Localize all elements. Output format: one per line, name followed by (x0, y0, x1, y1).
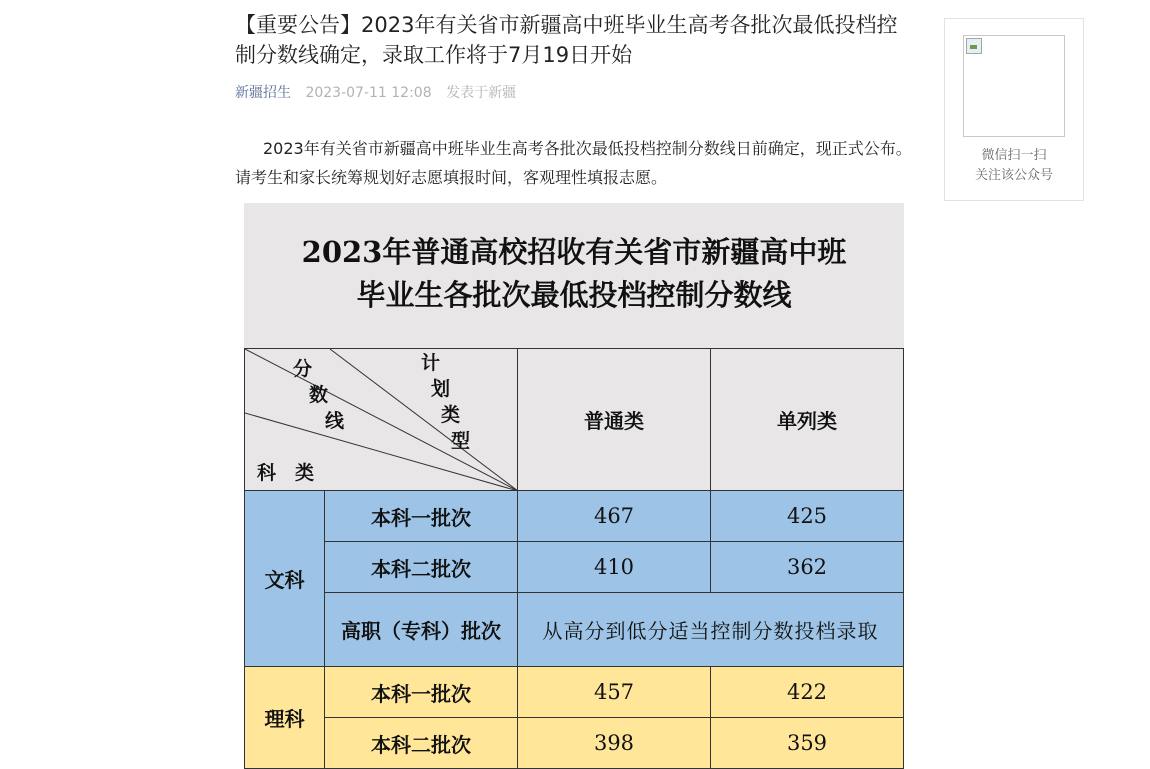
table-row (245, 593, 904, 667)
score-table (244, 348, 904, 769)
score-table-image (244, 203, 904, 763)
table-row (245, 718, 904, 769)
score-separate: 422 (711, 667, 904, 718)
corner-label-kelei: 科 类 (257, 462, 315, 484)
figure-title-line1: 2023年普通高校招收有关省市新疆高中班 (301, 235, 847, 269)
score-regular: 410 (518, 542, 711, 593)
article-header (235, 10, 915, 102)
qr-code-image[interactable] (963, 35, 1065, 137)
qr-code-card (944, 18, 1084, 201)
group-label-like: 理科 (245, 667, 325, 769)
qr-caption-line2: 关注该公众号 (974, 168, 1053, 183)
score-regular: 467 (518, 491, 711, 542)
figure-title (244, 231, 904, 317)
score-regular: 398 (518, 718, 711, 769)
article-meta (235, 82, 915, 102)
corner-label-ji: 计 (421, 352, 441, 374)
table-row (245, 491, 904, 542)
table-corner-header (245, 349, 518, 491)
group-label-wenke: 文科 (245, 491, 325, 667)
corner-label-fen: 分 (293, 358, 313, 380)
batch-label: 本科一批次 (325, 667, 518, 718)
article-intro: 2023年有关省市新疆高中班毕业生高考各批次最低投档控制分数线日前确定，现正式公布。请考生和家长统筹规划好志愿填报时间，客观理性填报志愿。 (235, 139, 912, 187)
corner-label-lei: 类 (441, 404, 461, 426)
batch-label: 本科一批次 (325, 491, 518, 542)
publish-location: 发表于新疆 (446, 85, 517, 101)
broken-image-icon (966, 38, 982, 54)
batch-label: 本科二批次 (325, 542, 518, 593)
publish-date: 2023-07-11 12:08 (305, 85, 432, 101)
score-separate: 359 (711, 718, 904, 769)
corner-label-xing: 型 (451, 430, 471, 452)
batch-label: 本科二批次 (325, 718, 518, 769)
corner-label-xian: 线 (325, 410, 345, 432)
qr-caption-line1: 微信扫一扫 (981, 148, 1047, 163)
corner-label-hua: 划 (431, 378, 451, 400)
score-regular: 457 (518, 667, 711, 718)
batch-label: 高职（专科）批次 (325, 593, 518, 667)
corner-label-shu: 数 (309, 384, 329, 406)
qr-caption (945, 146, 1083, 186)
article-title: 【重要公告】2023年有关省市新疆高中班毕业生高考各批次最低投档控制分数线确定，录取工作将于7月19日开始 (235, 13, 898, 67)
score-separate: 362 (711, 542, 904, 593)
table-row (245, 542, 904, 593)
table-row (245, 667, 904, 718)
account-name-link[interactable]: 新疆招生 (235, 85, 291, 101)
score-separate: 425 (711, 491, 904, 542)
column-header-separate: 单列类 (711, 349, 904, 491)
column-header-regular: 普通类 (518, 349, 711, 491)
figure-title-line2: 毕业生各批次最低投档控制分数线 (356, 278, 792, 312)
admission-note: 从高分到低分适当控制分数投档录取 (518, 593, 904, 667)
